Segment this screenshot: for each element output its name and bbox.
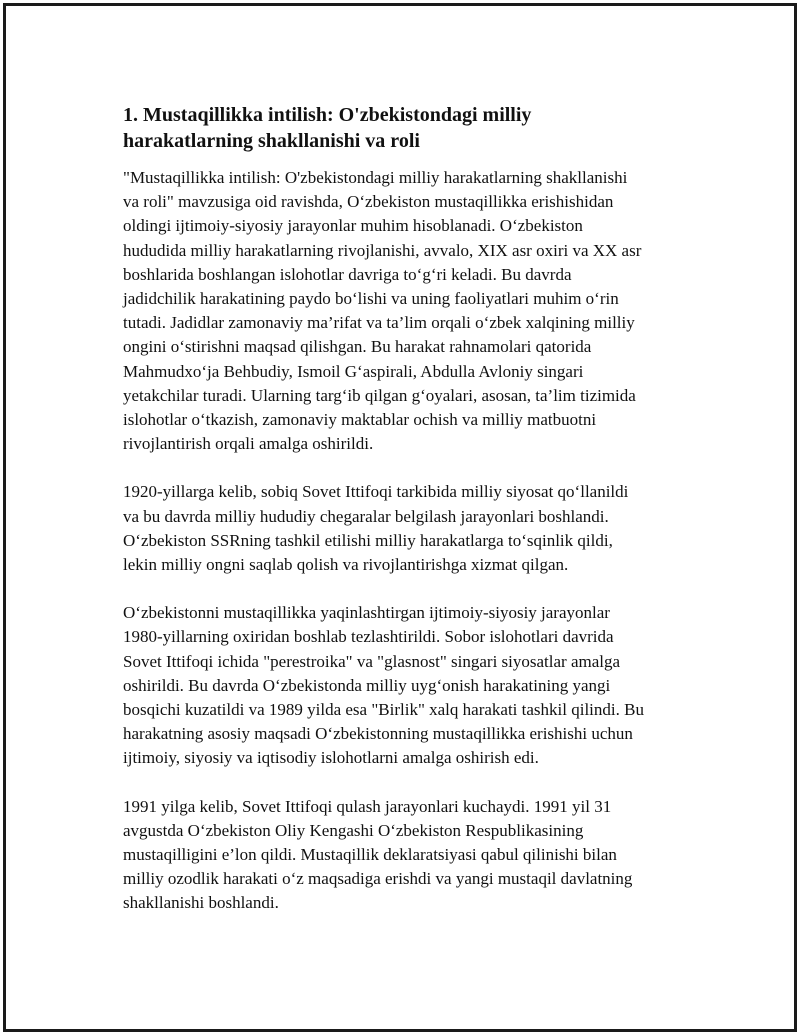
section-heading: 1. Mustaqillikka intilish: O'zbekistondagi milliy harakatlarning shakllanishi va roli (123, 104, 532, 152)
paragraph-1991: 1991 yilga kelib, Sovet Ittifoqi qulash jarayonlari kuchaydi. 1991 yil 31 avgustda O‘zbekiston Oliy Kengashi O‘zbekiston Respublikasining mustaqilligini e’lon qildi. Mustaqillik deklaratsiyasi qabul qilinishi bilan milliy ozodlik harakati o‘z maqsadiga erishdi va yangi mustaqil davlatning shakllanishi boshlandi. (123, 796, 633, 913)
paragraph-1980s: O‘zbekistonni mustaqillikka yaqinlashtirgan ijtimoiy-siyosiy jarayonlar 1980-yillarning oxiridan boshlab tezlashtirildi. Sobor islohotlari davrida Sovet Ittifoqi ichida "perestroika" va "glasnost" singari siyosatlar amalga oshirildi. Bu davrda O‘zbekistonda milliy uyg‘onish harakatining yangi bosqichi kuzatildi va 1989 yilda esa "Birlik" xalq harakati tashkil qilindi. Bu harakatning asosiy maqsadi O‘zbekistonning mustaqillikka erishishi uchun ijtimoiy, siyosiy va iqtisodiy islohotlarni amalga oshirish edi. (123, 603, 644, 768)
document-body (123, 102, 703, 940)
paragraph-1920s: 1920-yillarga kelib, sobiq Sovet Ittifoqi tarkibida milliy siyosat qo‘llanildi va bu davrda milliy hududiy chegaralar belgilash jarayonlari boshlandi. O‘zbekiston SSRning tashkil etilishi milliy harakatlarga to‘sqinlik qildi, lekin milliy ongni saqlab qolish va rivojlantirishga xizmat qilgan. (123, 482, 629, 575)
page-frame (3, 3, 797, 1032)
paragraph-jadidism: "Mustaqillikka intilish: O'zbekistondagi milliy harakatlarning shakllanishi va roli" mavzusiga oid ravishda, O‘zbekiston mustaqillikka erishishidan oldingi ijtimoiy-siyosiy jarayonlar muhim hisoblanadi. O‘zbekiston hududida milliy harakatlarning rivojlanishi, avvalo, XIX asr oxiri va XX asr boshlarida boshlangan islohotlar davriga to‘g‘ri keladi. Bu davrda jadidchilik harakatining paydo bo‘lishi va uning faoliyatlari muhim o‘rin tutadi. Jadidlar zamonaviy ma’rifat va ta’lim orqali o‘zbek xalqining milliy ongini o‘stirishni maqsad qilishgan. Bu harakat rahnamolari qatorida Mahmudxo‘ja Behbudiy, Ismoil G‘aspirali, Abdulla Avloniy singari yetakchilar turadi. Ularning targ‘ib qilgan g‘oyalari, asosan, ta’lim tizimida islohotlar o‘tkazish, zamonaviy maktablar ochish va milliy matbuotni rivojlantirish orqali amalga oshirildi. (123, 168, 642, 454)
